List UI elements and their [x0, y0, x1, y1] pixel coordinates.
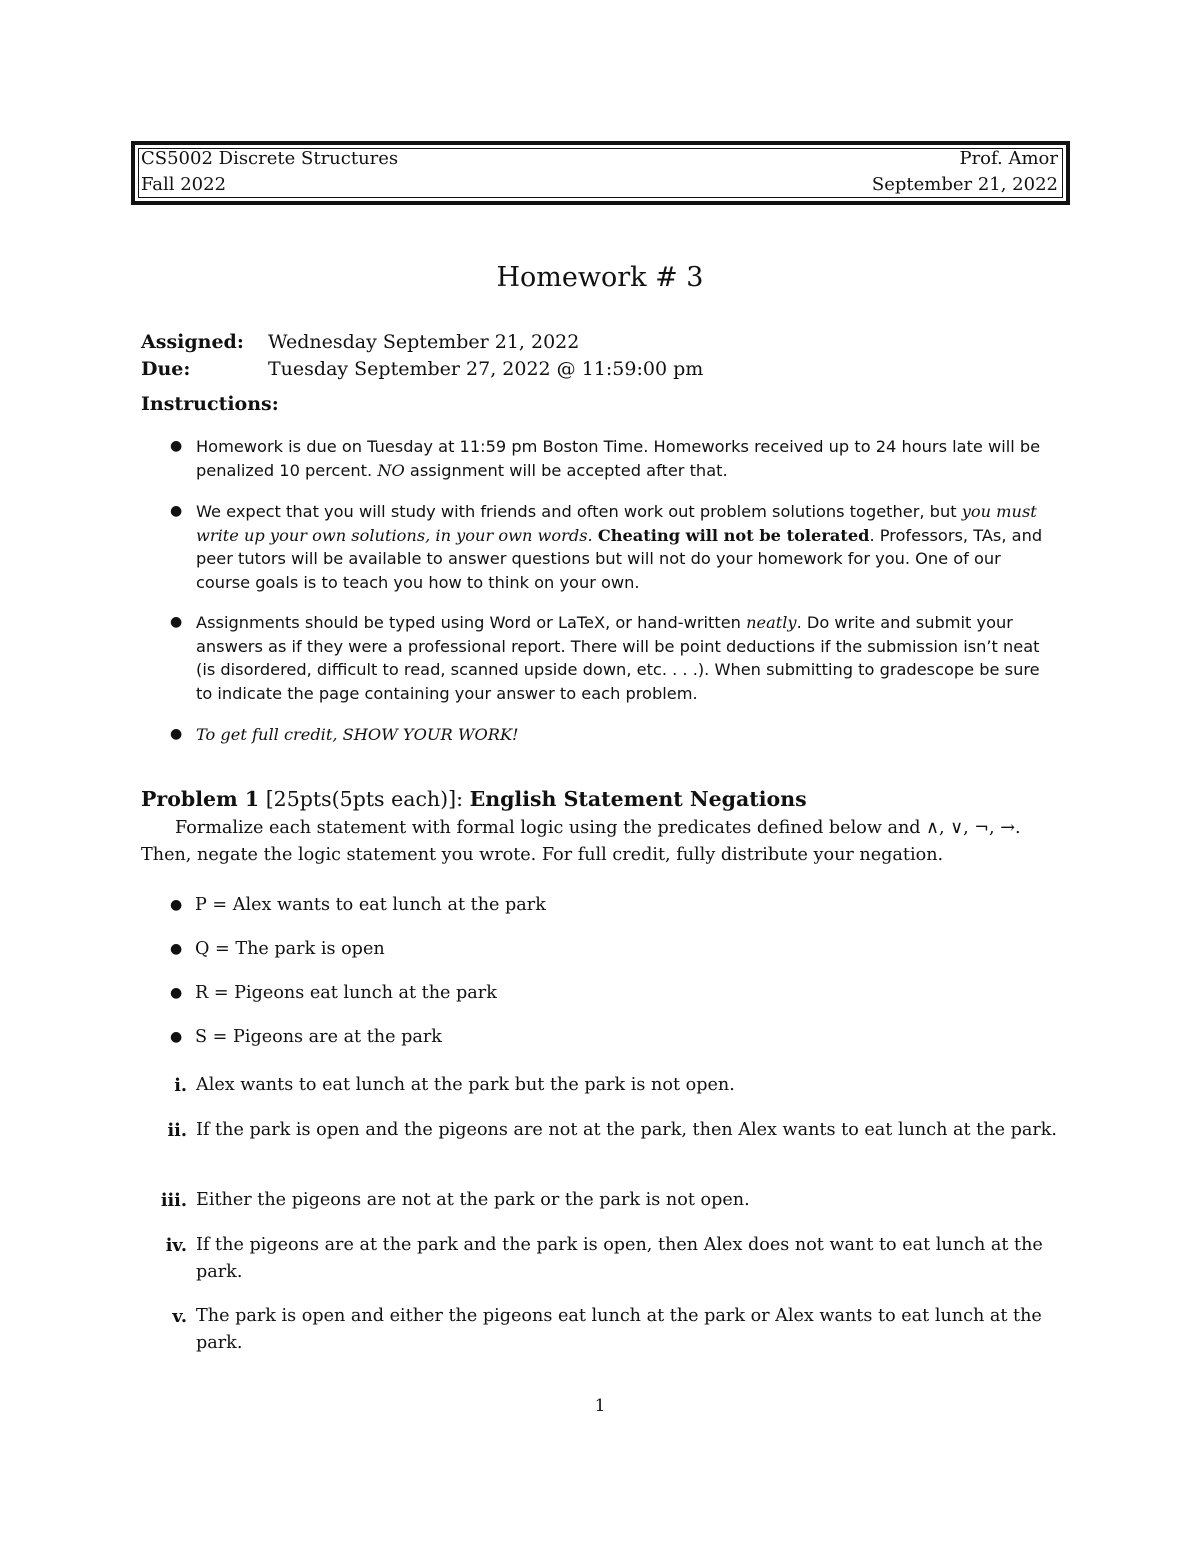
late-policy-emphasis: NO — [377, 460, 405, 480]
problem-1-label: Problem 1 — [141, 787, 260, 811]
statement-number: ii. — [167, 1120, 187, 1141]
cheating-warning: Cheating will not be tolerated — [597, 525, 870, 545]
statement-number: v. — [172, 1306, 187, 1327]
bullet-icon: ● — [170, 985, 183, 1001]
statement-text: If the pigeons are at the park and the park is open, then Alex does not want to eat lunch at the park. — [196, 1235, 1043, 1282]
collaboration-text-end: . Professors, TAs, and peer tutors will be available to answer questions but will not do your homework for you. One of our course goals is to teach you how to think on your own. — [196, 525, 1043, 592]
predicate-text: S = Pigeons are at the park — [195, 1027, 442, 1047]
course-header-row-1 — [141, 148, 1058, 170]
formatting-emphasis: neatly — [746, 613, 797, 632]
problem-1-points: [25pts(5pts each)]: — [265, 787, 464, 811]
page-number: 1 — [594, 1396, 606, 1416]
show-work-text: To get full credit, SHOW YOUR WORK! — [196, 725, 519, 744]
course-name: CS5002 Discrete Structures — [141, 148, 399, 169]
problem-1-heading — [141, 786, 807, 812]
late-policy-text-end: assignment will be accepted after that. — [404, 460, 728, 480]
bullet-icon: ● — [170, 897, 183, 913]
course-header-box — [131, 141, 1070, 205]
bullet-icon: ● — [170, 503, 183, 519]
term: Fall 2022 — [141, 174, 227, 195]
statement-number: iii. — [160, 1190, 187, 1211]
late-policy-text: Homework is due on Tuesday at 11:59 pm Boston Time. Homeworks received up to 24 hours late will be penalized 10 percent. — [196, 437, 1041, 480]
bullet-icon: ● — [170, 1029, 183, 1045]
bullet-icon: ● — [170, 726, 183, 742]
statement-number: i. — [174, 1075, 187, 1096]
assigned-label: Assigned: — [141, 331, 244, 353]
instructions-heading: Instructions: — [141, 393, 279, 415]
problem-1-intro: Formalize each statement with formal logic using the predicates defined below and ∧, ∨, ¬, →. Then, negate the logic statement you wrote. For full credit, fully distribute your negation. — [141, 818, 1021, 865]
header-date: September 21, 2022 — [871, 174, 1058, 195]
statement-text: Alex wants to eat lunch at the park but the park is not open. — [196, 1075, 735, 1095]
bullet-icon: ● — [170, 941, 183, 957]
course-header-row-2 — [141, 174, 1058, 196]
collaboration-text: We expect that you will study with friends and often work out problem solutions together, but — [196, 502, 962, 521]
statement-text: If the park is open and the pigeons are not at the park, then Alex wants to eat lunch at the park. — [196, 1120, 1057, 1140]
predicate-text: Q = The park is open — [195, 939, 385, 959]
statement-text: Either the pigeons are not at the park or the park is not open. — [196, 1190, 750, 1210]
predicate-text: R = Pigeons eat lunch at the park — [195, 983, 497, 1003]
predicate-text: P = Alex wants to eat lunch at the park — [195, 895, 546, 915]
assigned-value: Wednesday September 21, 2022 — [268, 331, 580, 353]
professor-name: Prof. Amor — [959, 148, 1058, 169]
due-value: Tuesday September 27, 2022 @ 11:59:00 pm — [268, 358, 704, 380]
assigned-line — [141, 330, 579, 354]
due-label: Due: — [141, 358, 191, 380]
page-title: Homework # 3 — [496, 262, 704, 293]
statement-number: iv. — [165, 1235, 187, 1256]
bullet-icon: ● — [170, 614, 183, 630]
statement-text: The park is open and either the pigeons eat lunch at the park or Alex wants to eat lunch at the park. — [196, 1306, 1042, 1353]
due-line — [141, 357, 703, 381]
problem-1-name: English Statement Negations — [469, 787, 807, 811]
collaboration-emphasis: you must write up your own solutions, in your own words. — [196, 502, 1037, 545]
formatting-text-end: . Do write and submit your answers as if they were a professional report. There will be point deductions if the submission isn’t neat (is disordered, difficult to read, scanned upside down, etc. . . .). When submitting to gradescope be sure to indicate the page containing your answer to each problem. — [196, 613, 1040, 703]
formatting-text: Assignments should be typed using Word or LaTeX, or hand-written — [196, 613, 747, 632]
bullet-icon: ● — [170, 438, 183, 454]
